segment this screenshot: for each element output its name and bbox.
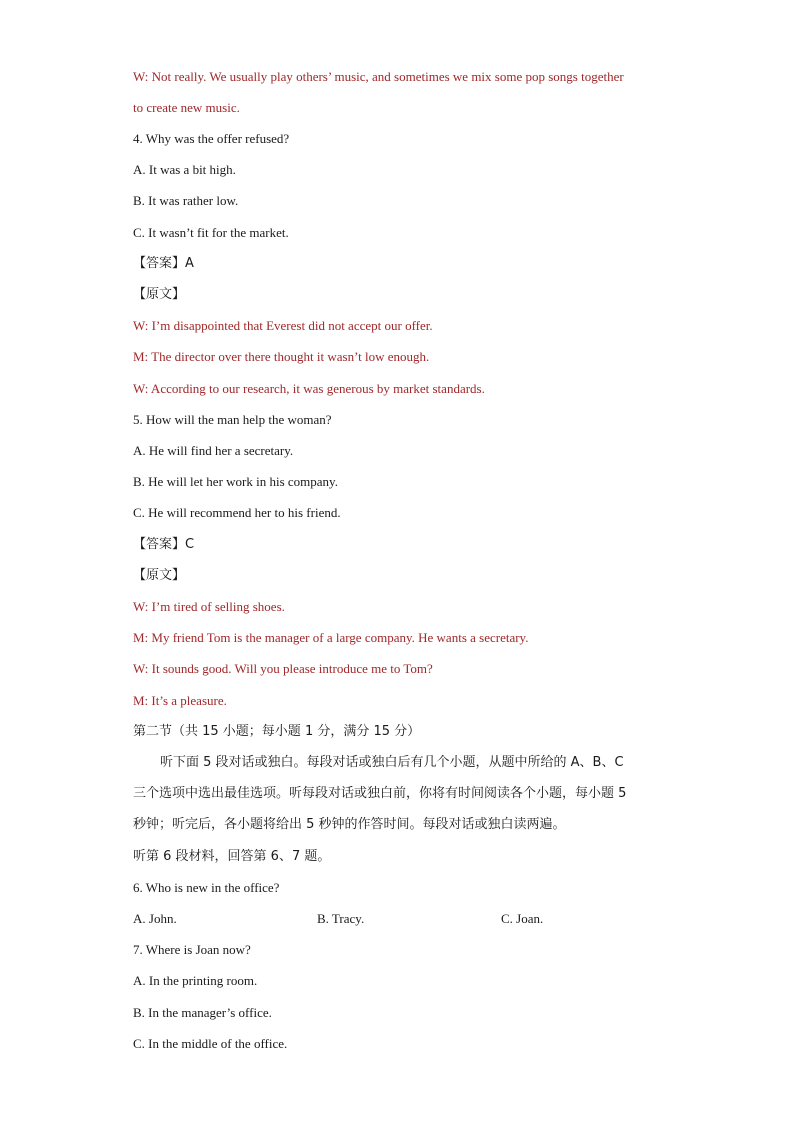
instruction-paragraph: 三个选项中选出最佳选项。听每段对话或独白前，你将有时间阅读各个小题，每小题 5	[133, 786, 627, 801]
transcript-line: to create new music.	[133, 100, 240, 115]
transcript-line: W: Not really. We usually play others’ music, and sometimes we mix some pop songs together	[133, 69, 624, 84]
option-b: B. In the manager’s office.	[133, 1005, 272, 1020]
material-heading: 听第 6 段材料，回答第 6、7 题。	[133, 849, 331, 864]
option-c: C. Joan.	[501, 911, 544, 926]
transcript-line: M: The director over there thought it wasn’t low enough.	[133, 349, 430, 364]
option-c: C. In the middle of the office.	[133, 1036, 288, 1051]
option-a: A. It was a bit high.	[133, 162, 236, 177]
answer-label: 【答案】A	[133, 256, 194, 271]
question-6: 6. Who is new in the office?	[133, 880, 280, 895]
question-5: 5. How will the man help the woman?	[133, 412, 332, 427]
transcript-line: W: It sounds good. Will you please introduce me to Tom?	[133, 661, 433, 676]
question-7: 7. Where is Joan now?	[133, 942, 251, 957]
transcript-label: 【原文】	[133, 287, 186, 302]
option-b: B. He will let her work in his company.	[133, 474, 338, 489]
question-4: 4. Why was the offer refused?	[133, 131, 290, 146]
instruction-paragraph: 秒钟；听完后，各小题将给出 5 秒钟的作答时间。每段对话或独白读两遍。	[133, 817, 566, 832]
option-a: A. John.	[133, 911, 177, 926]
transcript-line: W: According to our research, it was generous by market standards.	[133, 381, 485, 396]
transcript-line: W: I’m tired of selling shoes.	[133, 599, 285, 614]
transcript-line: M: It’s a pleasure.	[133, 693, 227, 708]
option-b: B. Tracy.	[317, 911, 365, 926]
instruction-paragraph: 听下面 5 段对话或独白。每段对话或独白后有几个小题，从题中所给的 A、B、C	[160, 755, 624, 770]
option-a: A. In the printing room.	[133, 973, 258, 988]
transcript-line: M: My friend Tom is the manager of a large company. He wants a secretary.	[133, 630, 529, 645]
option-b: B. It was rather low.	[133, 193, 239, 208]
section-heading: 第二节（共 15 小题；每小题 1 分，满分 15 分）	[133, 724, 421, 739]
transcript-label: 【原文】	[133, 568, 186, 583]
answer-label: 【答案】C	[133, 537, 195, 552]
option-c: C. It wasn’t fit for the market.	[133, 225, 289, 240]
option-a: A. He will find her a secretary.	[133, 443, 294, 458]
transcript-line: W: I’m disappointed that Everest did not accept our offer.	[133, 318, 433, 333]
option-c: C. He will recommend her to his friend.	[133, 505, 341, 520]
